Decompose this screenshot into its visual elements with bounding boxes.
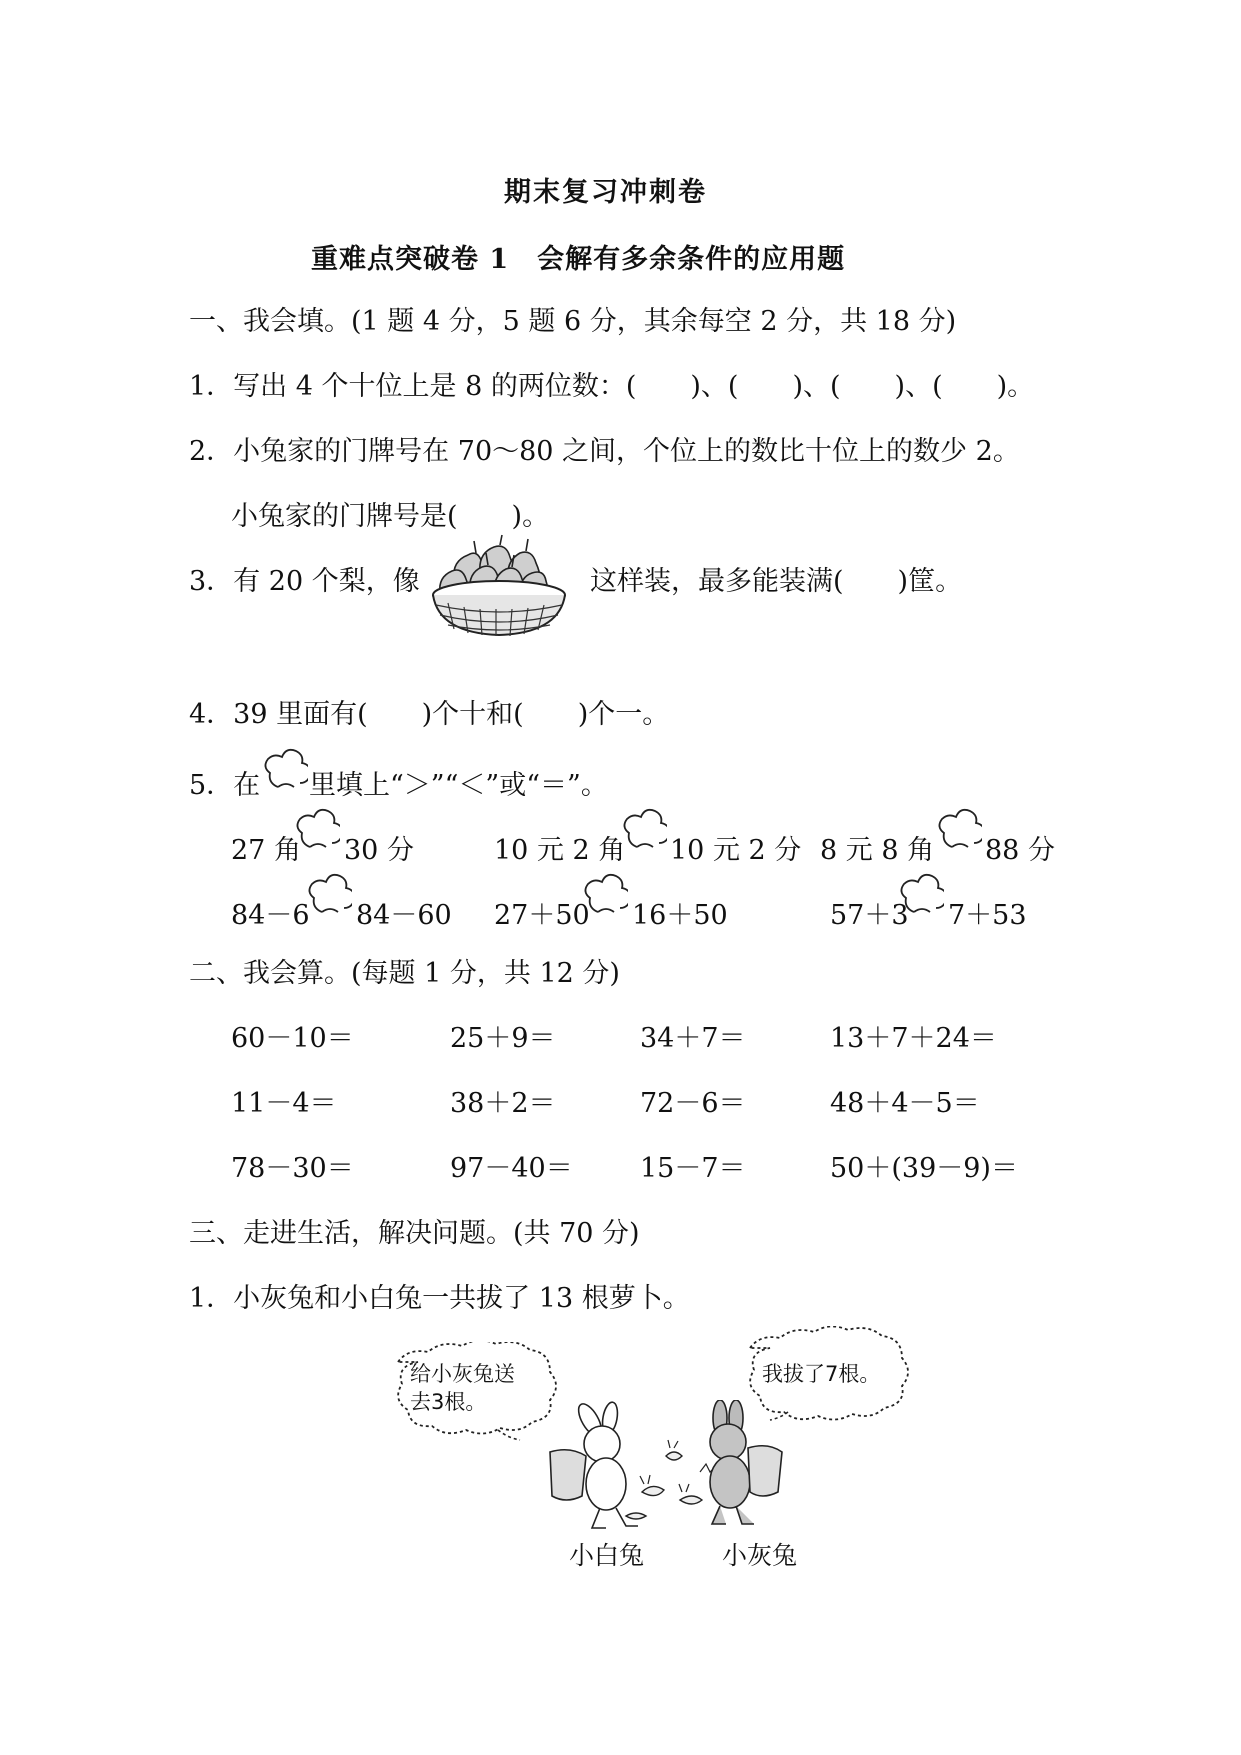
flower-blank-icon[interactable]: [308, 872, 352, 916]
question-1-3-left: 3．有 20 个梨，像: [189, 566, 420, 597]
bubble-left-line1: 给小灰兔送: [410, 1362, 515, 1386]
section1-heading: 一、我会填。(1 题 4 分，5 题 6 分，其余每空 2 分，共 18 分): [189, 306, 957, 337]
page-subtitle: 重难点突破卷 1 会解有多余条件的应用题: [311, 244, 846, 275]
section2-heading: 二、我会算。(每题 1 分，共 12 分): [189, 958, 620, 989]
bubble-left-line2: 去3根。: [410, 1390, 487, 1414]
compare-item-left: 27 角: [231, 835, 301, 866]
question-1-2-line1: 2．小兔家的门牌号在 70～80 之间，个位上的数比十位上的数少 2。: [189, 436, 1020, 467]
compare-item-left: 57＋3: [830, 900, 909, 931]
question-1-4: 4．39 里面有( )个十和( )个一。: [189, 699, 670, 730]
calc-item: 13＋7＋24＝: [830, 1023, 997, 1054]
label-white-rabbit: 小白兔: [569, 1541, 645, 1570]
section3-heading: 三、走进生活，解决问题。(共 70 分): [189, 1218, 640, 1249]
calc-item: 72－6＝: [640, 1088, 746, 1119]
compare-item-left: 8 元 8 角: [820, 835, 935, 866]
label-gray-rabbit: 小灰兔: [722, 1541, 798, 1570]
calc-item: 48＋4－5＝: [830, 1088, 980, 1119]
question-1-3-right: 这样装，最多能装满( )筐。: [590, 566, 963, 597]
calc-item: 50＋(39－9)＝: [830, 1153, 1018, 1184]
calc-item: 38＋2＝: [450, 1088, 556, 1119]
question-1-1: 1．写出 4 个十位上是 8 的两位数：( )、( )、( )、( )。: [189, 371, 1035, 402]
compare-item-left: 84－6: [231, 900, 310, 931]
calc-item: 97－40＝: [450, 1153, 573, 1184]
question-3-1: 1．小灰兔和小白兔一共拔了 13 根萝卜。: [189, 1283, 690, 1314]
calc-item: 60－10＝: [231, 1023, 354, 1054]
calc-item: 25＋9＝: [450, 1023, 556, 1054]
flower-blank-icon: [264, 747, 308, 791]
compare-item-right: 7＋53: [948, 900, 1027, 931]
rabbits-illustration: [530, 1400, 800, 1530]
calc-item: 78－30＝: [231, 1153, 354, 1184]
question-1-5-right: 里填上“＞”“＜”或“＝”。: [309, 770, 608, 801]
flower-blank-icon[interactable]: [938, 807, 982, 851]
compare-item-left: 10 元 2 角: [494, 835, 626, 866]
pear-basket-illustration: [428, 533, 570, 638]
compare-item-right: 88 分: [985, 835, 1055, 866]
flower-blank-icon[interactable]: [623, 807, 667, 851]
question-1-5-left: 5．在: [189, 770, 261, 801]
compare-item-right: 30 分: [344, 835, 414, 866]
flower-blank-icon[interactable]: [296, 807, 340, 851]
compare-item-right: 84－60: [356, 900, 452, 931]
compare-item-left: 27＋50: [494, 900, 590, 931]
flower-blank-icon[interactable]: [584, 872, 628, 916]
bubble-right-text: 我拔了7根。: [762, 1362, 881, 1386]
compare-item-right: 16＋50: [632, 900, 728, 931]
flower-blank-icon[interactable]: [900, 872, 944, 916]
calc-item: 34＋7＝: [640, 1023, 746, 1054]
calc-item: 15－7＝: [640, 1153, 746, 1184]
page-title: 期末复习冲刺卷: [504, 177, 707, 208]
calc-item: 11－4＝: [231, 1088, 337, 1119]
compare-item-right: 10 元 2 分: [670, 835, 802, 866]
question-1-2-line2: 小兔家的门牌号是( )。: [231, 501, 550, 532]
